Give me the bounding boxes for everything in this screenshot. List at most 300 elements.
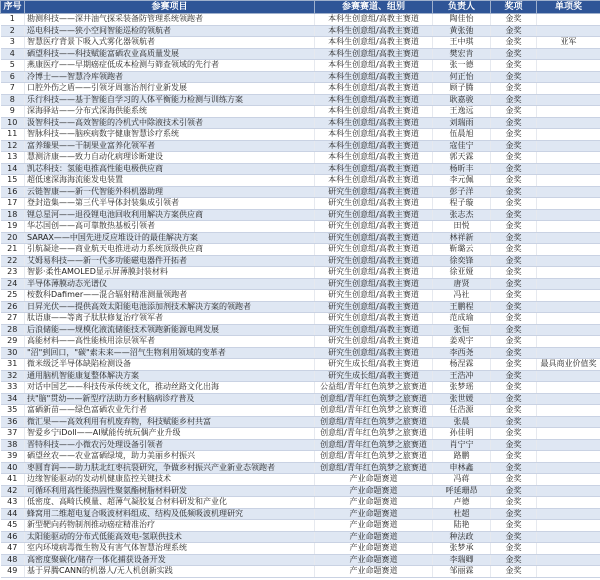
leader-name: 路鹏: [433, 451, 491, 463]
row-index: 1: [1, 14, 25, 26]
table-row: [1, 336, 600, 348]
row-index: 41: [1, 474, 25, 486]
table-row: [1, 221, 600, 233]
leader-name: 陆艳: [433, 520, 491, 532]
table-row: [1, 439, 600, 451]
leader-name: 王浩冲: [433, 370, 491, 382]
table-row: [1, 290, 600, 302]
row-index: 40: [1, 462, 25, 474]
project-name: 桉数科Dafimer——混合辐射精准测量领跑者: [25, 290, 315, 302]
award-level: 金奖: [491, 531, 537, 543]
competition-track: 本科生创意组/高教主赛道: [315, 14, 433, 26]
table-row: [1, 198, 600, 210]
award-level: 金奖: [491, 382, 537, 394]
project-name: 边缘智能驱动的发动机健康监控关键技术: [25, 474, 315, 486]
award-level: 金奖: [491, 336, 537, 348]
competition-track: 创意组/青年红色筑梦之旅赛道: [315, 428, 433, 440]
competition-track: 研究生创意组/高教主赛道: [315, 267, 433, 279]
table-row: [1, 405, 600, 417]
row-index: 31: [1, 359, 25, 371]
leader-name: 姜观宇: [433, 336, 491, 348]
special-award: [537, 48, 600, 60]
special-award: [537, 439, 600, 451]
table-row: [1, 554, 600, 566]
row-index: 20: [1, 232, 25, 244]
row-index: 39: [1, 451, 25, 463]
award-level: 金奖: [491, 347, 537, 359]
competition-track: 研究生创意组/高教主赛道: [315, 324, 433, 336]
award-level: 金奖: [491, 221, 537, 233]
competition-track: 本科生创意组/高教主赛道: [315, 94, 433, 106]
row-index: 45: [1, 520, 25, 532]
header-award: 奖项: [491, 1, 537, 14]
header-project: 参赛项目: [25, 1, 315, 14]
project-name: 华芯国创——高可靠散热基板引领者: [25, 221, 315, 233]
leader-name: 李元佩: [433, 175, 491, 187]
award-level: 金奖: [491, 175, 537, 187]
special-award: [537, 393, 600, 405]
special-award: [537, 244, 600, 256]
table-row: [1, 25, 600, 37]
award-level: 金奖: [491, 244, 537, 256]
row-index: 4: [1, 48, 25, 60]
row-index: 5: [1, 60, 25, 72]
table-row: [1, 244, 600, 256]
table-row: [1, 485, 600, 497]
competition-track: 研究生成长组/高教主赛道: [315, 359, 433, 371]
special-award: [537, 94, 600, 106]
table-row: [1, 451, 600, 463]
competition-track: 研究生创意组/高教主赛道: [315, 232, 433, 244]
table-row: [1, 474, 600, 486]
header-special-award: 单项奖: [537, 1, 600, 14]
project-name: 冷博士——智慧冷库领跑者: [25, 71, 315, 83]
leader-name: 张晨: [433, 416, 491, 428]
table-row: [1, 232, 600, 244]
project-name: 深海驿站——分布式深海供能系统: [25, 106, 315, 118]
project-name: 微米级泛半导体缺陷检测设备: [25, 359, 315, 371]
project-name: 乐行科技——基于智能自学习的人体平衡能力检测与训练方案: [25, 94, 315, 106]
row-index: 22: [1, 255, 25, 267]
competition-track: 本科生创意组/高教主赛道: [315, 175, 433, 187]
project-name: 锂总星河——退役锂电池回收利用解决方案供应商: [25, 209, 315, 221]
competition-track: 本科生创意组/高教主赛道: [315, 25, 433, 37]
table-row: [1, 60, 600, 72]
award-level: 金奖: [491, 439, 537, 451]
row-index: 49: [1, 566, 25, 578]
leader-name: 伍晨旭: [433, 129, 491, 141]
project-name: 硒望丝农——农业富硒绿境，助力美丽乡村振兴: [25, 451, 315, 463]
project-name: 肽语康——等离子肽肤修复治疗领军者: [25, 313, 315, 325]
project-name: 蜂窝用二维超电复合吸波材料组成、结构及低频吸波机理研究: [25, 508, 315, 520]
table-row: [1, 359, 600, 371]
award-level: 金奖: [491, 163, 537, 175]
special-award: [537, 209, 600, 221]
award-level: 金奖: [491, 14, 537, 26]
project-name: 基于昇腾CANN的机器人/无人机创新实践: [25, 566, 315, 578]
leader-name: 杨昕丰: [433, 163, 491, 175]
project-name: 引航凝途——商业航天电推进动力系统顶级供应商: [25, 244, 315, 256]
special-award: [537, 520, 600, 532]
special-award: [537, 255, 600, 267]
special-award: [537, 336, 600, 348]
row-index: 35: [1, 405, 25, 417]
row-index: 3: [1, 37, 25, 49]
leader-name: 何正怡: [433, 71, 491, 83]
leader-name: 冯社: [433, 290, 491, 302]
row-index: 13: [1, 152, 25, 164]
header-leader: 负责人: [433, 1, 491, 14]
table-row: [1, 106, 600, 118]
leader-name: 李瑞卿: [433, 554, 491, 566]
table-row: [1, 255, 600, 267]
special-award: [537, 14, 600, 26]
award-level: 金奖: [491, 474, 537, 486]
award-level: 金奖: [491, 129, 537, 141]
table-row: [1, 566, 600, 578]
leader-name: 刘瑞雨: [433, 117, 491, 129]
award-level: 金奖: [491, 232, 537, 244]
competition-track: 研究生创意组/高教主赛道: [315, 209, 433, 221]
table-row: [1, 301, 600, 313]
row-index: 23: [1, 267, 25, 279]
award-level: 金奖: [491, 405, 537, 417]
competition-track: 本科生创意组/高教主赛道: [315, 71, 433, 83]
competition-track: 产业命题赛道: [315, 531, 433, 543]
project-name: 枣圆育润——助力肤北红枣抗裂研究，争做乡村振兴产业新业态领跑者: [25, 462, 315, 474]
row-index: 27: [1, 313, 25, 325]
project-name: 艾姆易科技——新一代多功能磁电器件开拓者: [25, 255, 315, 267]
table-row: [1, 175, 600, 187]
row-index: 6: [1, 71, 25, 83]
special-award: [537, 531, 600, 543]
award-level: 金奖: [491, 152, 537, 164]
project-name: 智爱乡宁iDoll——AI赋能传统玩偶产业升级: [25, 428, 315, 440]
special-award: [537, 129, 600, 141]
competition-track: 研究生创意组/高教主赛道: [315, 301, 433, 313]
award-level: 金奖: [491, 301, 537, 313]
leader-name: 肖宁宁: [433, 439, 491, 451]
competition-track: 研究生创意组/高教主赛道: [315, 198, 433, 210]
project-name: "沼"到回口，"碳"索未来——沼气生物利用领域的变革者: [25, 347, 315, 359]
project-name: 半导体薄膜动态光谱仪: [25, 278, 315, 290]
competition-track: 研究生创意组/高教主赛道: [315, 244, 433, 256]
table-row: [1, 370, 600, 382]
special-award: [537, 278, 600, 290]
leader-name: 杜超: [433, 508, 491, 520]
special-award: 最具商业价值奖: [537, 359, 600, 371]
row-index: 37: [1, 428, 25, 440]
row-index: 25: [1, 290, 25, 302]
row-index: 7: [1, 83, 25, 95]
row-index: 43: [1, 497, 25, 509]
row-index: 8: [1, 94, 25, 106]
award-level: 金奖: [491, 313, 537, 325]
table-row: [1, 313, 600, 325]
project-name: 汲智科技——高效智能的冷机式中除液技术引领者: [25, 117, 315, 129]
award-level: 金奖: [491, 428, 537, 440]
table-row: [1, 152, 600, 164]
award-level: 金奖: [491, 370, 537, 382]
leader-name: 靳璐云: [433, 244, 491, 256]
table-row: [1, 324, 600, 336]
special-award: [537, 554, 600, 566]
competition-track: 本科生创意组/高教主赛道: [315, 140, 433, 152]
leader-name: 郭天霖: [433, 152, 491, 164]
table-row: [1, 393, 600, 405]
special-award: [537, 474, 600, 486]
special-award: [537, 117, 600, 129]
row-index: 34: [1, 393, 25, 405]
row-index: 32: [1, 370, 25, 382]
special-award: [537, 140, 600, 152]
table-row: [1, 117, 600, 129]
table-row: [1, 37, 600, 49]
competition-track: 研究生创意组/高教主赛道: [315, 347, 433, 359]
competition-track: 研究生成长组/高教主赛道: [315, 370, 433, 382]
special-award: [537, 186, 600, 198]
special-award: [537, 71, 600, 83]
table-row: [1, 531, 600, 543]
row-index: 2: [1, 25, 25, 37]
competition-track: 本科生创意组/高教主赛道: [315, 48, 433, 60]
table-row: [1, 428, 600, 440]
award-level: 金奖: [491, 278, 537, 290]
leader-name: 林祥新: [433, 232, 491, 244]
competition-track: 本科生创意组/高教主赛道: [315, 106, 433, 118]
leader-name: 田悦: [433, 221, 491, 233]
competition-track: 产业命题赛道: [315, 543, 433, 555]
award-level: 金奖: [491, 520, 537, 532]
table-row: [1, 83, 600, 95]
award-level: 金奖: [491, 462, 537, 474]
header-index: 序号: [1, 1, 25, 14]
award-level: 金奖: [491, 566, 537, 578]
special-award: [537, 543, 600, 555]
row-index: 38: [1, 439, 25, 451]
project-name: 对话中国艺——科技传承传统文化，推动丝路文化出海: [25, 382, 315, 394]
special-award: [537, 313, 600, 325]
project-name: 燕康医疗——早期癌症低成本检测与筛查领域的先行者: [25, 60, 315, 72]
row-index: 42: [1, 485, 25, 497]
leader-name: 申林鑫: [433, 462, 491, 474]
table-row: [1, 209, 600, 221]
table-row: [1, 186, 600, 198]
award-level: 金奖: [491, 255, 537, 267]
competition-track: 创意组/青年红色筑梦之旅赛道: [315, 393, 433, 405]
project-name: 智脉科技——脑疾病数字健康智慧诊疗系统: [25, 129, 315, 141]
competition-track: 创意组/青年红色筑梦之旅赛道: [315, 451, 433, 463]
leader-name: 张恒: [433, 324, 491, 336]
leader-name: 张一德: [433, 60, 491, 72]
project-name: 富硒新苗——绿色富硒农业先行者: [25, 405, 315, 417]
leader-name: 卢德: [433, 497, 491, 509]
project-name: 云链智康——新一代智能外科机器助理: [25, 186, 315, 198]
competition-track: 本科生创意组/高教主赛道: [315, 163, 433, 175]
special-award: [537, 451, 600, 463]
award-level: 金奖: [491, 106, 537, 118]
competition-track: 产业命题赛道: [315, 485, 433, 497]
table-row: [1, 462, 600, 474]
table-body: [1, 14, 600, 578]
project-name: 勘测科技——深井油气探采装备防管理系统领跑者: [25, 14, 315, 26]
table-row: [1, 497, 600, 509]
project-name: 低密度、高畸氏模量、超薄气凝胶复合材料研发和产业化: [25, 497, 315, 509]
table-row: [1, 382, 600, 394]
award-level: 金奖: [491, 71, 537, 83]
special-award: [537, 566, 600, 578]
row-index: 44: [1, 508, 25, 520]
competition-track: 研究生创意组/高教主赛道: [315, 278, 433, 290]
leader-name: 孙佳明: [433, 428, 491, 440]
competition-track: 产业命题赛道: [315, 566, 433, 578]
row-index: 9: [1, 106, 25, 118]
row-index: 21: [1, 244, 25, 256]
table-row: [1, 94, 600, 106]
competition-track: 产业命题赛道: [315, 474, 433, 486]
special-award: [537, 25, 600, 37]
row-index: 19: [1, 221, 25, 233]
table-row: [1, 543, 600, 555]
competition-track: 创意组/青年红色筑梦之旅赛道: [315, 416, 433, 428]
leader-name: 彭子洋: [433, 186, 491, 198]
row-index: 47: [1, 543, 25, 555]
special-award: [537, 347, 600, 359]
row-index: 30: [1, 347, 25, 359]
table-row: [1, 71, 600, 83]
leader-name: 顾子腾: [433, 83, 491, 95]
award-level: 金奖: [491, 451, 537, 463]
row-index: 26: [1, 301, 25, 313]
project-name: 智慧医疗背景下吸入式雾化器领航者: [25, 37, 315, 49]
special-award: [537, 163, 600, 175]
special-award: [537, 382, 600, 394]
row-index: 24: [1, 278, 25, 290]
project-name: 新型靶向药物制剂推动癌症精准治疗: [25, 520, 315, 532]
header-track: 参赛赛道、组别: [315, 1, 433, 14]
row-index: 36: [1, 416, 25, 428]
table-row: [1, 267, 600, 279]
special-award: [537, 405, 600, 417]
award-level: 金奖: [491, 508, 537, 520]
leader-name: 寇佳宁: [433, 140, 491, 152]
special-award: [537, 508, 600, 520]
row-index: 48: [1, 554, 25, 566]
leader-name: 张梦瑶: [433, 382, 491, 394]
leader-name: 任浩源: [433, 405, 491, 417]
award-level: 金奖: [491, 359, 537, 371]
row-index: 46: [1, 531, 25, 543]
leader-name: 陶佳怡: [433, 14, 491, 26]
table-header-row: [1, 1, 600, 14]
row-index: 16: [1, 186, 25, 198]
leader-name: 黄张弛: [433, 25, 491, 37]
leader-name: 王中琪: [433, 37, 491, 49]
project-name: SARAX——中国先进反应堆设计的最佳解决方案: [25, 232, 315, 244]
table-row: [1, 520, 600, 532]
special-award: [537, 152, 600, 164]
row-index: 18: [1, 209, 25, 221]
special-award: [537, 370, 600, 382]
competition-track: 研究生创意组/高教主赛道: [315, 336, 433, 348]
row-index: 14: [1, 163, 25, 175]
project-name: 晋特科技——小微农污处理设备引领者: [25, 439, 315, 451]
row-index: 15: [1, 175, 25, 187]
award-level: 金奖: [491, 48, 537, 60]
competition-track: 研究生创意组/高教主赛道: [315, 255, 433, 267]
project-name: 可循环利用高性能热固性聚氨酯树脂材料研发: [25, 485, 315, 497]
competition-track: 公益组/青年红色筑梦之旅赛道: [315, 382, 433, 394]
leader-name: 邹丽霖: [433, 566, 491, 578]
award-level: 金奖: [491, 94, 537, 106]
leader-name: 张梦承: [433, 543, 491, 555]
special-award: [537, 198, 600, 210]
table-row: [1, 278, 600, 290]
row-index: 12: [1, 140, 25, 152]
competition-track: 产业命题赛道: [315, 508, 433, 520]
project-name: 富养臻果——干制果业富养化领军者: [25, 140, 315, 152]
project-name: 凯芯科技：氢能电推高性能电极供应商: [25, 163, 315, 175]
award-level: 金奖: [491, 83, 537, 95]
award-level: 金奖: [491, 117, 537, 129]
award-level: 金奖: [491, 267, 537, 279]
award-level: 金奖: [491, 543, 537, 555]
special-award: [537, 221, 600, 233]
competition-track: 研究生创意组/高教主赛道: [315, 290, 433, 302]
special-award: [537, 290, 600, 302]
competition-track: 本科生创意组/高教主赛道: [315, 152, 433, 164]
row-index: 29: [1, 336, 25, 348]
leader-name: 范成瑜: [433, 313, 491, 325]
leader-name: 种法政: [433, 531, 491, 543]
special-award: [537, 267, 600, 279]
competition-track: 产业命题赛道: [315, 520, 433, 532]
award-level: 金奖: [491, 497, 537, 509]
award-level: 金奖: [491, 209, 537, 221]
special-award: [537, 416, 600, 428]
special-award: [537, 175, 600, 187]
project-name: 慧测济康——致力自动化病理诊断建设: [25, 152, 315, 164]
table-row: [1, 508, 600, 520]
special-award: [537, 428, 600, 440]
project-name: 扶"脑"贯幼——新型疗法助力乡村脑病诊疗普及: [25, 393, 315, 405]
award-level: 金奖: [491, 60, 537, 72]
award-level: 金奖: [491, 290, 537, 302]
competition-track: 研究生创意组/高教主赛道: [315, 221, 433, 233]
row-index: 17: [1, 198, 25, 210]
leader-name: 徐亚娅: [433, 267, 491, 279]
project-name: 高能材料——高性能核用涂层领军者: [25, 336, 315, 348]
special-award: [537, 83, 600, 95]
project-name: 后浪储能——规模化液流储能技术领跑新能源电网发展: [25, 324, 315, 336]
leader-name: 耿嘉骏: [433, 94, 491, 106]
award-level: 金奖: [491, 37, 537, 49]
table-row: [1, 129, 600, 141]
row-index: 11: [1, 129, 25, 141]
leader-name: 樊宏肯: [433, 48, 491, 60]
table-row: [1, 416, 600, 428]
award-level: 金奖: [491, 485, 537, 497]
leader-name: 程子璇: [433, 198, 491, 210]
competition-track: 本科生创意组/高教主赛道: [315, 129, 433, 141]
project-name: 日昇光伏——提供高效太阳能电池添加剂技术解决方案的领跑者: [25, 301, 315, 313]
special-award: [537, 497, 600, 509]
leader-name: 杨涅霖: [433, 359, 491, 371]
competition-track: 创意组/青年红色筑梦之旅赛道: [315, 405, 433, 417]
competition-track: 产业命题赛道: [315, 554, 433, 566]
leader-name: 王鹏程: [433, 301, 491, 313]
leader-name: 冯蒋: [433, 474, 491, 486]
